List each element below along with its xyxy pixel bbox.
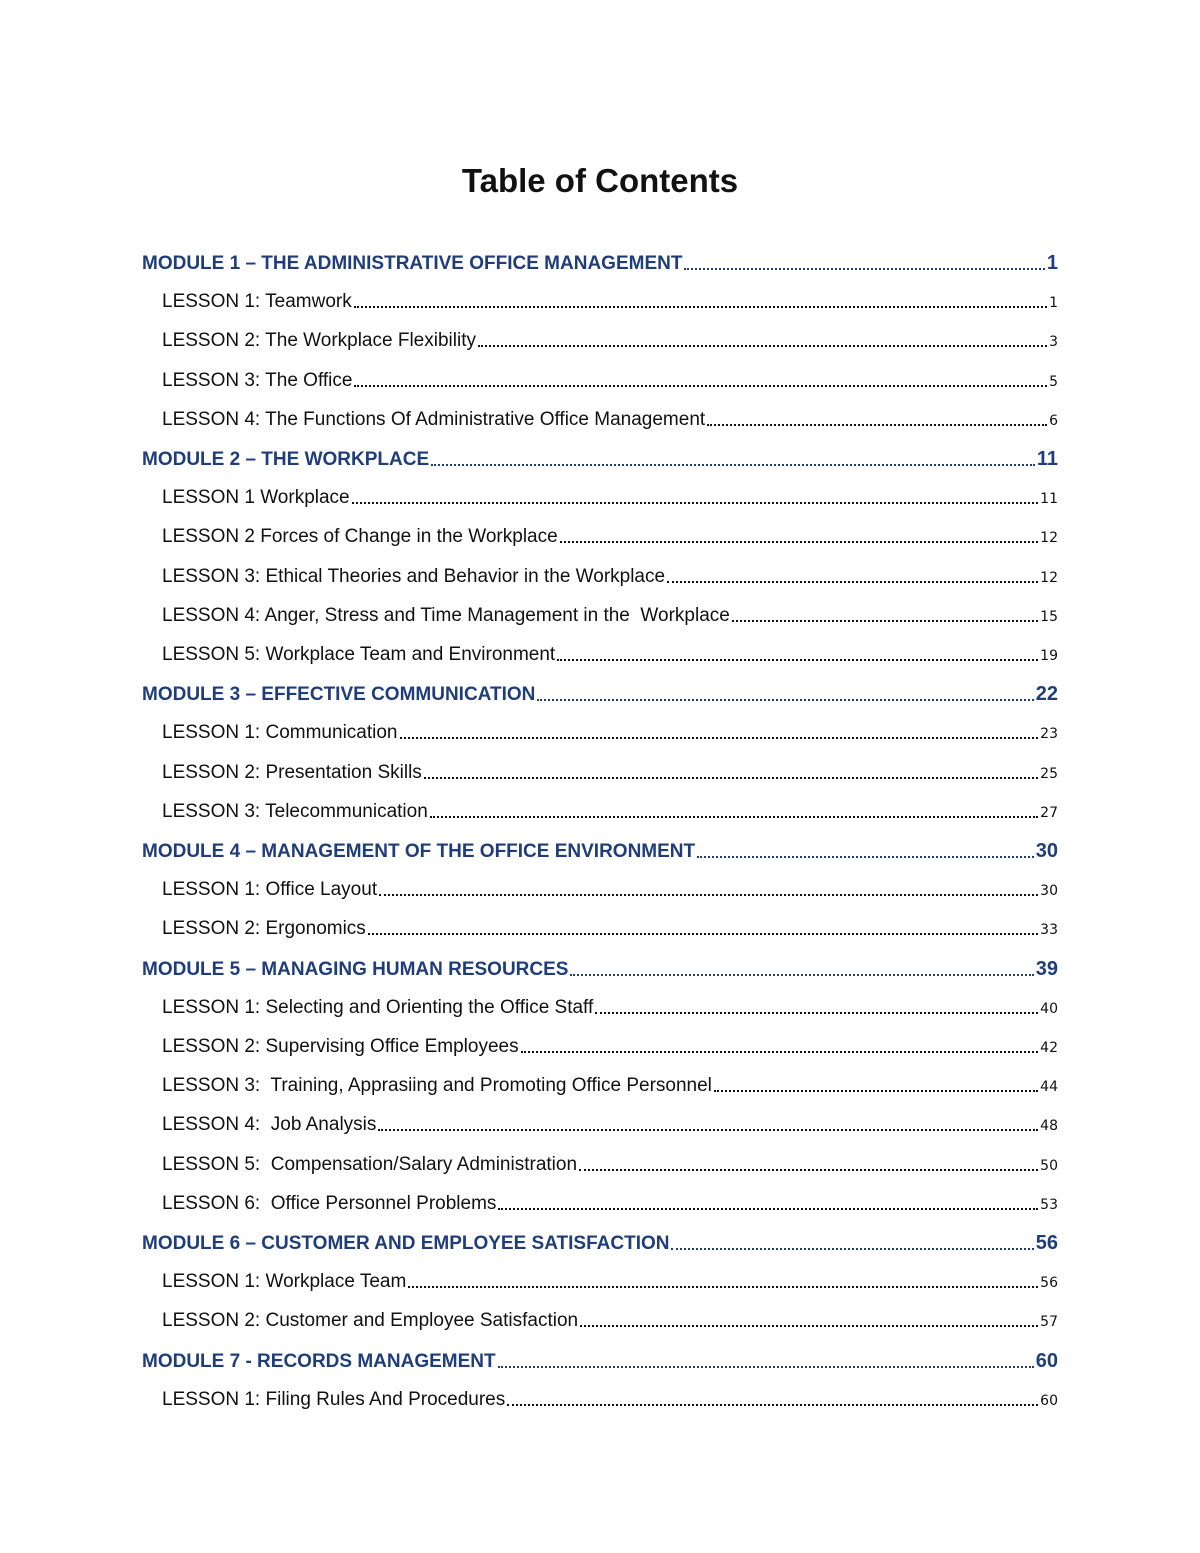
- toc-entry-label: MODULE 4 – MANAGEMENT OF THE OFFICE ENVIRONMENT: [142, 841, 696, 862]
- toc-lesson-entry[interactable]: [162, 1389, 1058, 1411]
- toc-lesson-entry[interactable]: [162, 605, 1058, 627]
- toc-page-number: 12: [1040, 530, 1058, 547]
- toc-module-entry[interactable]: [142, 448, 1058, 471]
- toc-entry-label: MODULE 6 – CUSTOMER AND EMPLOYEE SATISFACTION: [142, 1233, 670, 1254]
- dot-leader: [354, 370, 1047, 392]
- toc-page-number: 60: [1035, 1349, 1058, 1372]
- toc-entry-label: LESSON 2: Presentation Skills: [162, 761, 422, 783]
- toc-lesson-entry[interactable]: [162, 879, 1058, 901]
- dot-leader: [408, 1271, 1038, 1293]
- toc-page-number: 33: [1040, 922, 1058, 939]
- toc-page-number: 6: [1049, 412, 1058, 429]
- toc-page-number: 12: [1040, 569, 1058, 586]
- toc-page-number: 48: [1040, 1118, 1058, 1135]
- dot-leader: [570, 958, 1033, 981]
- toc-entry-label: MODULE 1 – THE ADMINISTRATIVE OFFICE MANAGEMENT: [142, 253, 683, 274]
- toc-entry-label: MODULE 5 – MANAGING HUMAN RESOURCES: [142, 958, 569, 980]
- dot-leader: [671, 1232, 1033, 1255]
- toc-module-entry[interactable]: [142, 958, 1058, 981]
- toc-entry-label: LESSON 3: The Office: [162, 369, 353, 391]
- dot-leader: [507, 1389, 1038, 1411]
- toc-entry-label: LESSON 2 Forces of Change in the Workplace: [162, 526, 558, 548]
- dot-leader: [579, 1154, 1038, 1176]
- toc-page-number: 15: [1040, 608, 1058, 625]
- toc-page-number: 56: [1035, 1232, 1058, 1254]
- toc-lesson-entry[interactable]: [162, 487, 1058, 509]
- dot-leader: [478, 330, 1047, 352]
- toc-module-entry[interactable]: [142, 252, 1058, 275]
- toc-lesson-entry[interactable]: [162, 1075, 1058, 1097]
- toc-page-number: 53: [1040, 1196, 1058, 1213]
- dot-leader: [352, 487, 1039, 509]
- toc-entry-label: MODULE 7 - RECORDS MANAGEMENT: [142, 1350, 496, 1372]
- toc-lesson-entry[interactable]: [162, 409, 1058, 431]
- dot-leader: [557, 644, 1038, 666]
- toc-lesson-entry[interactable]: [162, 918, 1058, 940]
- toc-entry-label: LESSON 3: Telecommunication: [162, 800, 428, 822]
- toc-module-entry[interactable]: [142, 683, 1058, 706]
- toc-page-number: 60: [1040, 1392, 1058, 1409]
- toc-module-entry[interactable]: [142, 1232, 1058, 1255]
- dot-leader: [368, 918, 1038, 940]
- toc-page-number: 1: [1046, 252, 1058, 274]
- dot-leader: [537, 683, 1033, 706]
- toc-entry-label: LESSON 1: Filing Rules And Procedures: [162, 1388, 506, 1410]
- toc-page-number: 57: [1040, 1314, 1058, 1331]
- toc-entry-label: MODULE 3 – EFFECTIVE COMMUNICATION: [142, 684, 536, 706]
- toc-entry-label: LESSON 2: Supervising Office Employees: [162, 1036, 519, 1057]
- toc-lesson-entry[interactable]: [162, 526, 1058, 548]
- dot-leader: [684, 252, 1044, 275]
- toc-lesson-entry[interactable]: [162, 1154, 1058, 1176]
- toc-entry-label: LESSON 5: Compensation/Salary Administration: [162, 1153, 578, 1175]
- toc-lesson-entry[interactable]: [162, 370, 1058, 392]
- dot-leader: [667, 566, 1038, 588]
- toc-module-entry[interactable]: [142, 1350, 1058, 1373]
- toc-lesson-entry[interactable]: [162, 1114, 1058, 1136]
- toc-entry-label: LESSON 1: Workplace Team: [162, 1271, 407, 1293]
- toc-lesson-entry[interactable]: [162, 644, 1058, 666]
- toc-entry-label: LESSON 1 Workplace: [162, 487, 350, 509]
- toc-lesson-entry[interactable]: [162, 291, 1058, 313]
- toc-page-number: 40: [1040, 1000, 1058, 1017]
- toc-module-entry[interactable]: [142, 840, 1058, 863]
- dot-leader: [595, 997, 1038, 1019]
- toc-page-number: 1: [1049, 295, 1058, 312]
- toc-lesson-entry[interactable]: [162, 1193, 1058, 1215]
- dot-leader: [431, 448, 1035, 471]
- toc-page-number: 30: [1040, 883, 1058, 900]
- toc-lesson-entry[interactable]: [162, 722, 1058, 744]
- toc-page-number: 30: [1035, 840, 1058, 862]
- toc-lesson-entry[interactable]: [162, 330, 1058, 352]
- toc-entry-label: LESSON 5: Workplace Team and Environment: [162, 644, 556, 665]
- toc-entry-label: LESSON 6: Office Personnel Problems: [162, 1192, 497, 1214]
- toc-entry-label: MODULE 2 – THE WORKPLACE: [142, 449, 430, 470]
- toc-entry-label: LESSON 3: Training, Apprasiing and Promoting Office Personnel: [162, 1075, 712, 1097]
- toc-lesson-entry[interactable]: [162, 1310, 1058, 1332]
- dot-leader: [560, 526, 1038, 548]
- toc-lesson-entry[interactable]: [162, 801, 1058, 823]
- toc-entry-label: LESSON 1: Teamwork: [162, 291, 352, 313]
- toc-entry-label: LESSON 2: Ergonomics: [162, 918, 366, 940]
- dot-leader: [732, 605, 1038, 627]
- dot-leader: [580, 1310, 1038, 1332]
- toc-page-number: 25: [1040, 765, 1058, 782]
- toc-page-number: 56: [1040, 1275, 1058, 1292]
- page-title: Table of Contents: [461, 162, 739, 199]
- toc-page-number: 27: [1040, 804, 1058, 821]
- toc-page-number: 23: [1040, 726, 1058, 743]
- dot-leader: [714, 1075, 1038, 1097]
- toc-entry-label: LESSON 3: Ethical Theories and Behavior in the Workplace: [162, 565, 666, 587]
- dot-leader: [430, 801, 1038, 823]
- toc-lesson-entry[interactable]: [162, 1036, 1058, 1058]
- dot-leader: [400, 722, 1039, 744]
- dot-leader: [498, 1193, 1038, 1215]
- toc-page-number: 39: [1035, 957, 1058, 980]
- dot-leader: [498, 1350, 1034, 1373]
- toc-entry-label: LESSON 4: Anger, Stress and Time Management in the Workplace: [162, 604, 730, 626]
- toc-entry-label: LESSON 2: The Workplace Flexibility: [162, 330, 476, 352]
- toc-entry-label: LESSON 1: Office Layout: [162, 879, 378, 901]
- dot-leader: [378, 1114, 1038, 1136]
- toc-page-number: 5: [1049, 373, 1058, 390]
- toc-lesson-entry[interactable]: [162, 1271, 1058, 1293]
- toc-page-number: 11: [1036, 448, 1058, 470]
- toc-page-number: 3: [1049, 334, 1058, 351]
- toc-lesson-entry[interactable]: [162, 997, 1058, 1019]
- toc-page-number: 19: [1040, 648, 1058, 664]
- dot-leader: [379, 879, 1038, 901]
- dot-leader: [697, 840, 1034, 863]
- dot-leader: [424, 762, 1038, 784]
- dot-leader: [707, 409, 1047, 431]
- dot-leader: [354, 291, 1047, 313]
- toc-entry-label: LESSON 1: Communication: [162, 722, 398, 744]
- toc-lesson-entry[interactable]: [162, 566, 1058, 588]
- dot-leader: [521, 1036, 1039, 1058]
- toc-page-number: 42: [1040, 1040, 1058, 1056]
- toc-entry-label: LESSON 1: Selecting and Orienting the Office Staff: [162, 996, 594, 1018]
- toc-page-number: 50: [1040, 1157, 1058, 1174]
- toc-lesson-entry[interactable]: [162, 762, 1058, 784]
- toc-page-number: 11: [1040, 491, 1058, 508]
- toc-entry-label: LESSON 2: Customer and Employee Satisfaction: [162, 1310, 579, 1332]
- toc-page-number: 44: [1040, 1079, 1058, 1096]
- toc-entry-label: LESSON 4: Job Analysis: [162, 1114, 377, 1136]
- toc-page-number: 22: [1035, 683, 1058, 706]
- toc-entry-label: LESSON 4: The Functions Of Administrative Office Management: [162, 408, 706, 430]
